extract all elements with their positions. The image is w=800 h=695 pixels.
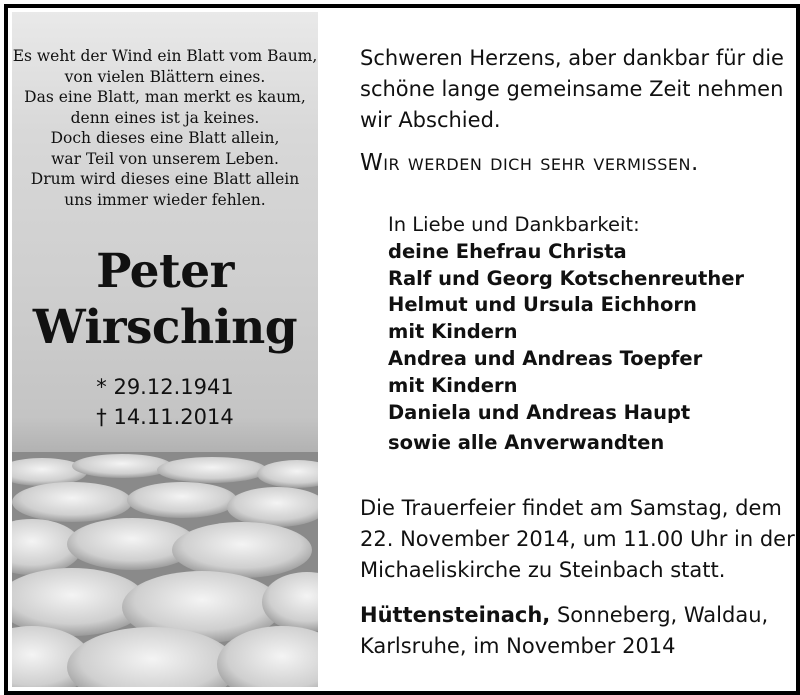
funeral-line: 22. November 2014, um 11.00 Uhr in der (360, 527, 795, 551)
mourner-name: deine Ehefrau Christa (388, 239, 627, 263)
mourner-name: Andrea und Andreas Toepfer (388, 346, 703, 370)
intro-line: schöne lange gemeinsame Zeit nehmen (360, 77, 784, 101)
poem-line: von vielen Blättern eines. (64, 67, 266, 86)
poem-line: Drum wird dieses eine Blatt allein (30, 170, 300, 188)
poem-line: denn eines ist ja keines. (70, 108, 260, 127)
last-name: Wirsching (32, 300, 298, 355)
poem-line: Das eine Blatt, man merkt es kaum, (24, 88, 306, 106)
poem-line: uns immer wieder fehlen. (64, 190, 266, 209)
funeral-line: Michaeliskirche zu Steinbach statt. (360, 558, 726, 582)
mourners-heading: In Liebe und Dankbarkeit: (388, 213, 640, 236)
sky-panel (12, 12, 318, 687)
place-rest: Sonneberg, Waldau, (550, 603, 769, 627)
mourner-name: mit Kindern (388, 373, 518, 397)
intro-line: Schweren Herzens, aber dankbar für die (360, 46, 784, 70)
mourner-name: mit Kindern (388, 320, 518, 344)
poem-line: war Teil von unserem Leben. (51, 149, 279, 168)
intro-line: wir Abschied. (360, 108, 501, 132)
mourner-name: Helmut und Ursula Eichhorn (388, 293, 697, 317)
mourner-name: Daniela und Andreas Haupt (388, 400, 691, 424)
birth-date: * 29.12.1941 (96, 375, 234, 399)
mourner-name: Ralf und Georg Kotschenreuther (388, 266, 745, 290)
miss-you-line (360, 150, 699, 176)
text-panel (326, 8, 796, 691)
clouds-image (12, 452, 318, 687)
death-date: † 14.11.2014 (96, 405, 234, 429)
place-line (360, 600, 768, 631)
poem (12, 46, 318, 210)
first-name: Peter (96, 244, 234, 299)
funeral-line: Die Trauerfeier findet am Samstag, dem (360, 496, 782, 520)
miss-you-text: Wir werden dich sehr vermissen. (360, 150, 699, 176)
mourner-name: sowie alle Anverwandten (388, 431, 665, 455)
place-line-2: Karlsruhe, im November 2014 (360, 634, 676, 658)
poem-line: Es weht der Wind ein Blatt vom Baum, (12, 47, 318, 65)
poem-line: Doch dieses eine Blatt allein, (50, 129, 280, 147)
place-town: Hüttensteinach, (360, 603, 551, 627)
mourners-list (388, 212, 744, 457)
obituary-frame (4, 4, 800, 695)
